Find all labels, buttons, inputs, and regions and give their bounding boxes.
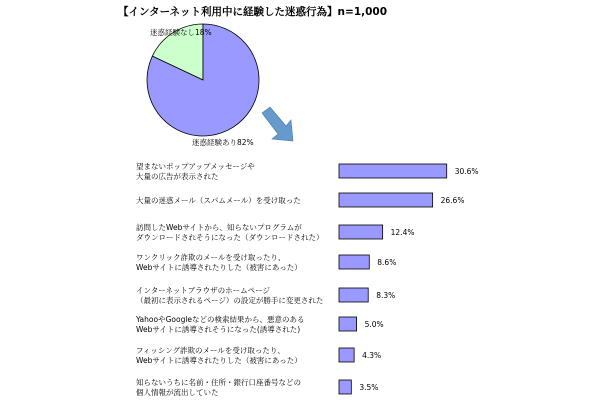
pie-label-experience: 迷惑経験あり82% bbox=[192, 138, 254, 147]
value-label-6: 5.0% bbox=[364, 320, 384, 329]
bar-1 bbox=[339, 164, 447, 178]
chart-title: 【インターネット利用中に経験した迷惑行為】n=1,000 bbox=[118, 6, 388, 18]
category-label-line: ワンクリック詐欺のメールを受け取ったり、 bbox=[136, 253, 286, 262]
category-label-7 bbox=[136, 345, 302, 365]
category-label-line: 個人情報が流出していた bbox=[136, 388, 219, 397]
value-label-5: 8.3% bbox=[376, 291, 396, 300]
value-label-7: 4.3% bbox=[362, 351, 382, 360]
value-label-1: 30.6% bbox=[454, 167, 479, 176]
category-label-1 bbox=[136, 161, 255, 181]
bar-6 bbox=[339, 317, 357, 331]
bar-chart bbox=[135, 161, 479, 397]
value-label-4: 8.6% bbox=[377, 258, 397, 267]
category-label-line: フィッシング詐欺のメールを受け取ったり、 bbox=[136, 346, 285, 355]
category-label-line: 訪問したWebサイトから、知らないプログラムが bbox=[136, 223, 302, 232]
category-label-line: インターネットブラウザのホームページ bbox=[136, 286, 270, 295]
bar-4 bbox=[339, 255, 369, 269]
category-label-4 bbox=[136, 252, 302, 272]
category-label-line: 望まないポップアップメッセージや bbox=[136, 162, 255, 171]
category-label-line: YahooやGoogleなどの検索結果から、悪意のある bbox=[136, 315, 305, 324]
category-label-line: 大量の広告が表示された bbox=[136, 172, 219, 181]
pie-chart bbox=[147, 24, 259, 147]
bar-3 bbox=[339, 225, 383, 239]
category-label-line: ダウンロードされそうになった（ダウンロードされた） bbox=[136, 233, 324, 242]
category-label-line: Webサイトに誘導されたりした（被害にあった） bbox=[136, 356, 302, 365]
value-label-2: 26.6% bbox=[440, 196, 465, 205]
category-label-line: Webサイトに誘導されたりした（被害にあった） bbox=[136, 263, 302, 272]
arrow-icon bbox=[262, 107, 293, 141]
category-label-2 bbox=[136, 195, 301, 205]
value-label-8: 3.5% bbox=[359, 383, 379, 392]
arrow-shape bbox=[262, 107, 293, 141]
category-label-5 bbox=[136, 286, 323, 305]
bar-8 bbox=[339, 380, 351, 394]
bar-7 bbox=[339, 348, 354, 362]
bar-5 bbox=[339, 288, 368, 302]
category-label-line: （最初に表示されるページ）の設定が勝手に変更された bbox=[136, 296, 324, 305]
category-label-line: 知らないうちに名前・住所・銀行口座番号などの bbox=[136, 378, 301, 387]
category-label-line: 大量の迷惑メール（スパムメール）を受け取った bbox=[136, 196, 301, 205]
category-label-line: Webサイトに誘導されそうになった(誘導された) bbox=[136, 325, 301, 334]
category-label-3 bbox=[136, 222, 324, 242]
pie-label-no-experience: 迷惑経験なし18% bbox=[150, 28, 212, 37]
bar-2 bbox=[339, 193, 433, 207]
category-label-8 bbox=[136, 377, 301, 397]
value-label-3: 12.4% bbox=[390, 228, 415, 237]
category-label-6 bbox=[135, 314, 305, 334]
